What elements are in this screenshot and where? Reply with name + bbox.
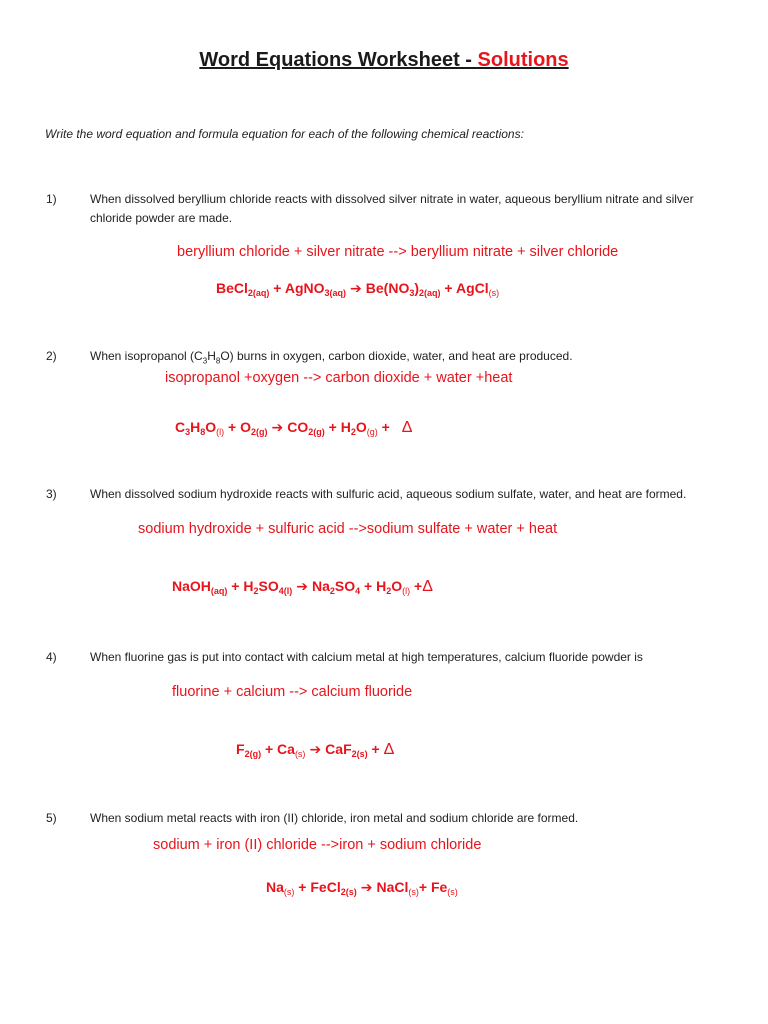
- problem-3-word-equation: sodium hydroxide + sulfuric acid -->sodium sulfate + water + heat: [138, 521, 558, 537]
- arrow-icon: ➔: [360, 879, 373, 895]
- problem-4-formula-equation: $F_{2(g)} + Ca_{(s)}$ ➔ CaF$_{2(s)}$ + Δ: [236, 741, 395, 759]
- problem-3-question: When dissolved sodium hydroxide reacts with sulfuric acid, aqueous sodium sulfate, water, and heat are formed.: [90, 487, 687, 501]
- problem-1-question: When dissolved beryllium chloride reacts with dissolved silver nitrate in water, aqueous beryllium nitrate and silver chloride powder are made.: [90, 192, 694, 225]
- delta-heat-symbol: Δ: [383, 741, 395, 758]
- problem-3-number: 3): [46, 487, 57, 501]
- problem-2-word-equation: isopropanol +oxygen --> carbon dioxide + water +heat: [165, 370, 513, 386]
- problem-5-formula-equation: $Na_{(s)}$ + FeCl$_{2(s)}$ ➔ NaCl$_{(s)}$+ $Fe_{(s)}$: [266, 879, 458, 897]
- title-main: Word Equations Worksheet -: [199, 49, 472, 71]
- problem-4-question: When fluorine gas is put into contact with calcium metal at high temperatures, calcium fluoride powder is: [90, 650, 643, 664]
- page-title: [0, 49, 768, 72]
- arrow-icon: ➔: [350, 280, 362, 296]
- delta-heat-symbol: Δ: [401, 419, 413, 436]
- instructions: Write the word equation and formula equation for each of the following chemical reactions:: [45, 127, 524, 141]
- problem-1-number: 1): [46, 192, 57, 206]
- problem-5-question: When sodium metal reacts with iron (II) chloride, iron metal and sodium chloride are formed.: [90, 811, 579, 825]
- problem-4-number: 4): [46, 650, 57, 664]
- problem-5-word-equation: sodium + iron (II) chloride -->iron + sodium chloride: [153, 837, 482, 853]
- problem-1-word-equation: beryllium chloride + silver nitrate --> beryllium nitrate + silver chloride: [177, 244, 619, 260]
- delta-heat-symbol: Δ: [422, 578, 433, 595]
- problem-1-formula-equation: BeCl$_{2(aq)}$ + AgNO$_{3(aq)}$ ➔ $Be(NO_3)_{2(aq)}$ + AgCl$_{(s)}$: [216, 280, 500, 298]
- problem-5-number: 5): [46, 811, 57, 825]
- problem-2-question: When isopropanol $(C_3H_8O)$ burns in oxygen, carbon dioxide, water, and heat are produced.: [90, 349, 573, 366]
- arrow-icon: ➔: [296, 578, 308, 594]
- title-highlight: Solutions: [477, 49, 569, 71]
- problem-3-formula-equation: NaOH$_{(aq)}$ + $H_2SO_{4(l)}$ ➔ $Na_2SO_4 + H_2O_{(l)} +\Delta$: [172, 578, 433, 596]
- problem-2-number: 2): [46, 349, 57, 363]
- problem-2-formula-equation: $C_3H_8O_{(l)} + O_{2(g)}$ ➔ $CO_{2(g)} + H_2O_{(g)} + \Delta$: [175, 419, 413, 437]
- arrow-icon: ➔: [309, 741, 322, 757]
- arrow-icon: ➔: [271, 419, 284, 435]
- problem-4-word-equation: fluorine + calcium --> calcium fluoride: [172, 684, 413, 700]
